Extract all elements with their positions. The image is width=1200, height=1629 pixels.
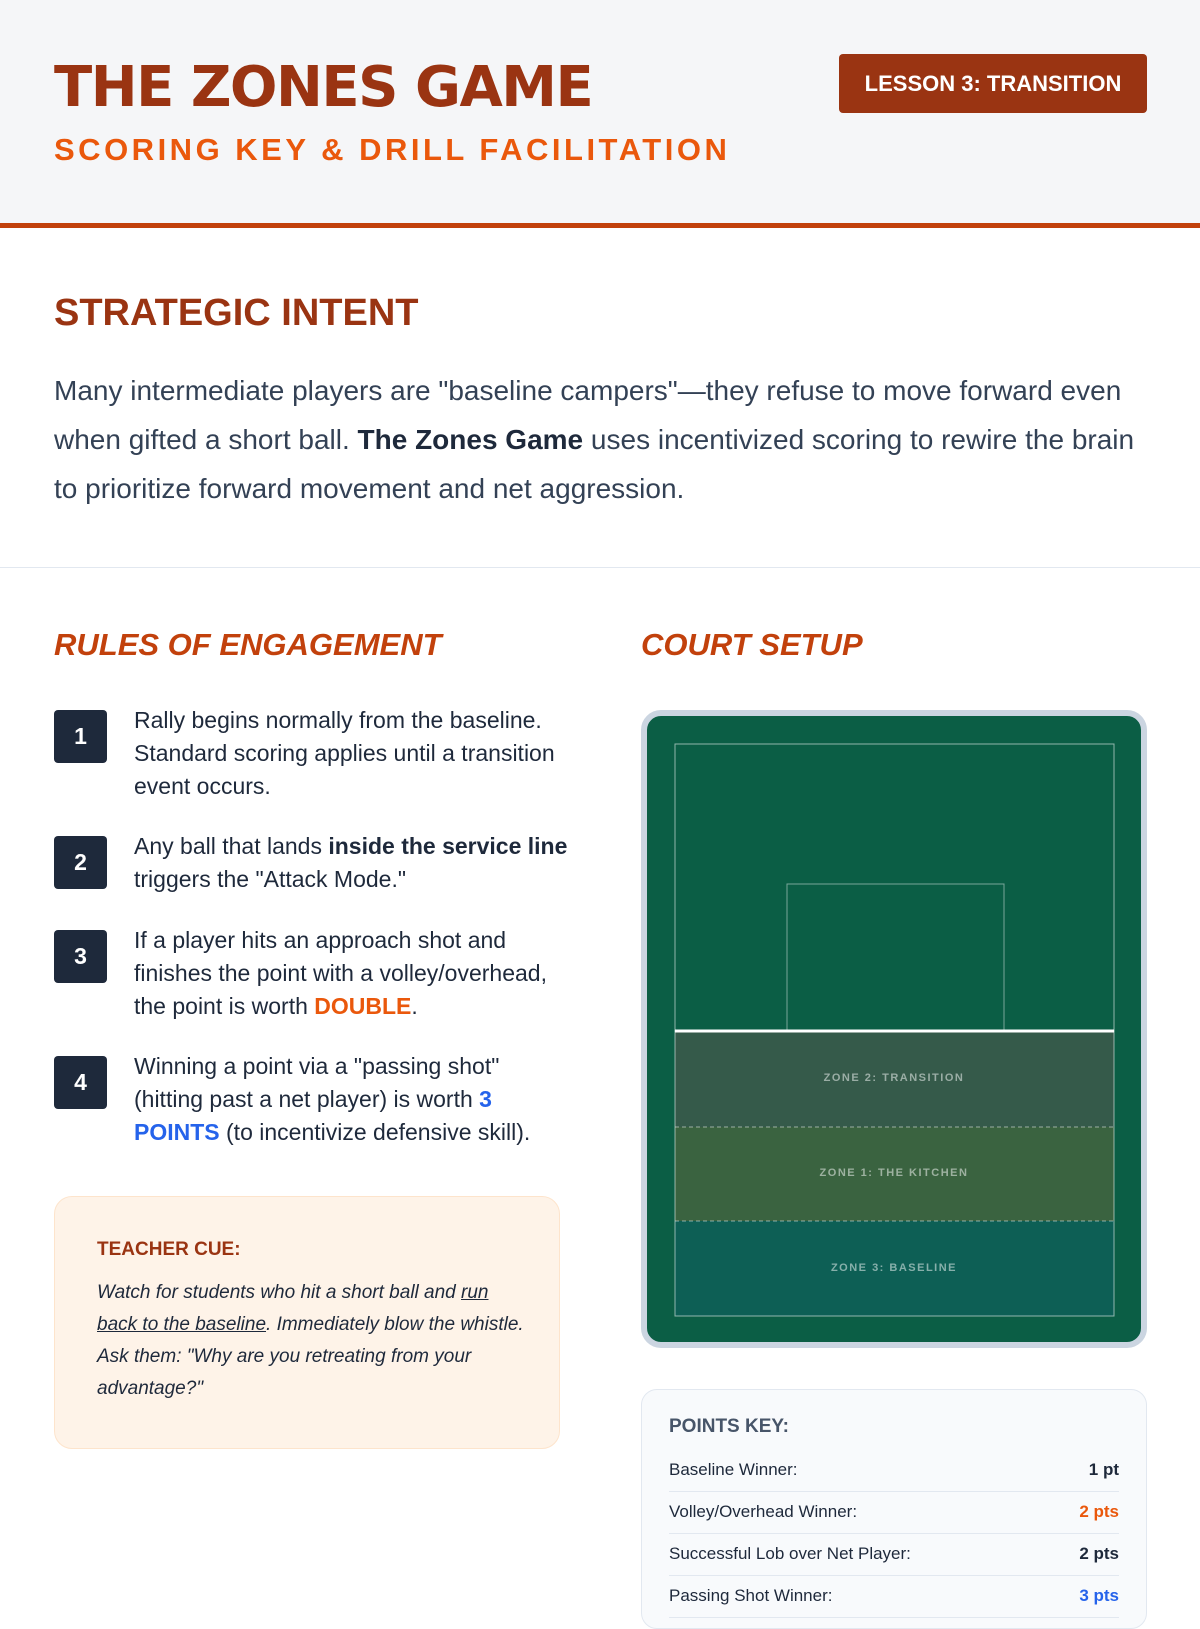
rule-text-part: (to incentivize defensive skill). [219,1119,531,1145]
rule-number: 1 [54,710,107,763]
lesson-badge: LESSON 3: TRANSITION [839,54,1147,113]
points-row-label: Baseline Winner: [669,1460,798,1479]
zone-2-label: ZONE 2: TRANSITION [823,1072,965,1084]
points-row-label: Successful Lob over Net Player: [669,1544,911,1563]
points-row [669,1449,1119,1492]
teacher-cue-box [54,1196,560,1449]
court-setup-heading: COURT SETUP [641,627,863,662]
rule-text [134,830,574,896]
points-row-label: Volley/Overhead Winner: [669,1502,858,1521]
rule-text-part: Any ball that lands [134,833,329,859]
rule-text [134,704,574,803]
intent-text-end: uses incentivized scoring to rewire the brain to prioritize forward movement and net aggression. [54,424,1135,504]
rule-text-part: triggers the "Attack Mode." [134,866,407,892]
points-row [669,1575,1119,1618]
points-key [641,1389,1147,1629]
teacher-cue-label: TEACHER CUE: [97,1239,241,1260]
service-box [787,884,1004,1031]
rule-highlight-double: DOUBLE [314,993,412,1019]
rule-text-part: Rally begins normally from the baseline. Standard scoring applies until a transition event occurs. [134,707,555,799]
page-subtitle: SCORING KEY & DRILL FACILITATION [54,132,731,167]
court-upper-boundary [675,744,1114,1031]
cue-text-underline: run back to the baseline [97,1282,489,1335]
teacher-cue-text [97,1277,527,1405]
cue-text-part: . Immediately blow the whistle. Ask them: "Why are you retreating from your advantage?" [97,1314,524,1399]
header [0,0,1200,228]
points-row-value: 2 pts [1079,1502,1119,1521]
rule-text [134,1050,574,1149]
zone-3-label: ZONE 3: BASELINE [830,1262,958,1274]
intent-text-bold: The Zones Game [357,424,584,455]
intent-text-start: Many intermediate players are "baseline campers"—they refuse to move forward even when gifted a short ball. [54,375,1122,455]
rule-text-part: Winning a point via a "passing shot" (hitting past a net player) is worth [134,1053,500,1112]
rule-text [134,924,574,1023]
cue-text-part: Watch for students who hit a short ball and [97,1282,462,1303]
points-row-label: Passing Shot Winner: [669,1586,833,1605]
points-key-heading: POINTS KEY: [669,1416,789,1437]
court-diagram [641,710,1147,1348]
points-row-value: 3 pts [1079,1586,1119,1605]
points-row-value: 2 pts [1079,1544,1119,1563]
points-row-value: 1 pt [1088,1460,1119,1479]
rule-number: 2 [54,836,107,889]
page-title: THE ZONES GAME [54,55,593,120]
section-divider [0,567,1200,568]
rules-heading: RULES OF ENGAGEMENT [54,627,442,662]
court-lines [647,716,1141,1342]
rule-text-bold: inside the service line [328,833,568,859]
points-row [669,1533,1119,1576]
rule-number: 3 [54,930,107,983]
rule-text-part: If a player hits an approach shot and finishes the point with a volley/overhead, the point is worth [134,927,547,1019]
rule-highlight-points: 3 POINTS [134,1086,492,1145]
zone-1-label: ZONE 1: THE KITCHEN [819,1167,969,1179]
strategic-intent-text [54,366,1154,513]
strategic-intent-heading: STRATEGIC INTENT [54,292,419,334]
points-row [669,1491,1119,1534]
rule-text-part: . [411,993,418,1019]
rule-number: 4 [54,1056,107,1109]
